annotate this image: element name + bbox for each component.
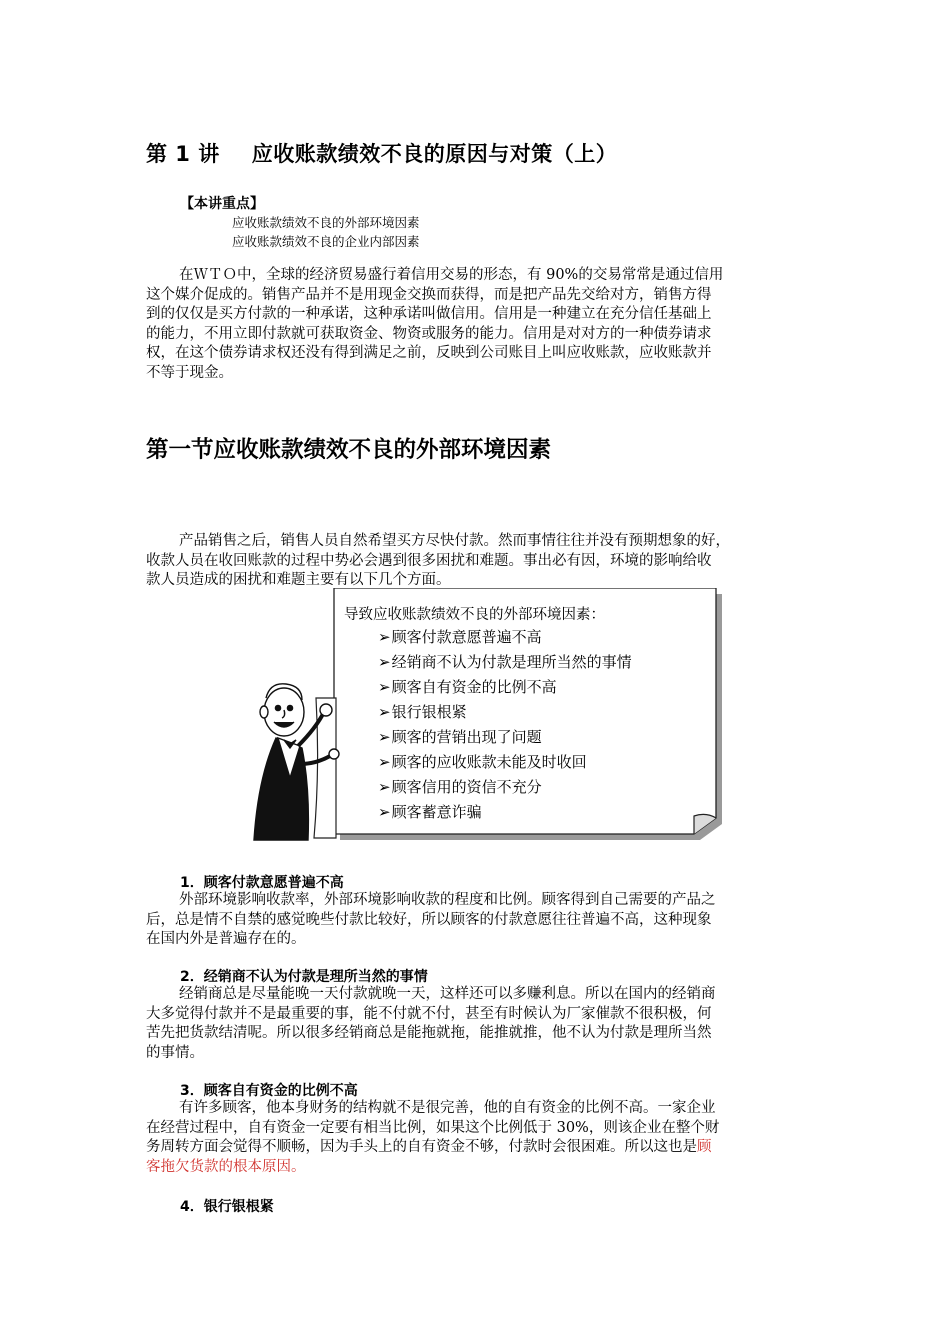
figure-list-item [378, 651, 632, 672]
text-line: 到的仅仅是买方付款的一种承诺，这种承诺叫做信用。信用是一种建立在充分信任基础上 [146, 306, 712, 322]
text-line: 经销商总是尽量能晚一天付款就晚一天，这样还可以多赚利息。所以在国内的经销商 [179, 986, 716, 1002]
text-line: 苦先把货款结清呢。所以很多经销商总是能拖就拖，能推就推，他不认为付款是理所当然 [146, 1025, 712, 1041]
text-line: 的事情。 [146, 1044, 204, 1061]
arrow-bullet-icon: ➢ [378, 628, 391, 646]
text-line: 产品销售之后，销售人员自然希望买方尽快付款。然而事情往往并没有预期想象的好， [179, 533, 730, 549]
text-line: 收款人员在收回账款的过程中势必会遇到很多困扰和难题。事出必有因，环境的影响给收 [146, 552, 712, 569]
arrow-bullet-icon: ➢ [378, 778, 391, 796]
arrow-bullet-icon: ➢ [378, 703, 391, 721]
text-line: 不等于现金。 [146, 364, 233, 381]
figure-item-text: 顾客信用的资信不充分 [391, 778, 542, 796]
lecture-number: 第 1 讲 [146, 142, 220, 166]
text-line: 这个媒介促成的。销售产品并不是用现金交换而获得，而是把产品先交给对方，销售方得 [146, 286, 712, 303]
point-heading: 2．经销商不认为付款是理所当然的事情 [180, 969, 428, 985]
point-heading: 1．顾客付款意愿普遍不高 [180, 875, 344, 891]
figure-list-item [378, 776, 542, 797]
lecture-title-text: 应收账款绩效不良的原因与对策（上） [251, 142, 618, 166]
arrow-bullet-icon: ➢ [378, 678, 391, 696]
text-line: 有许多顾客，他本身财务的结构就不是很完善，他的自有资金的比例不高。一家企业 [179, 1100, 716, 1116]
arrow-bullet-icon: ➢ [378, 753, 391, 771]
point-paragraph [146, 1099, 806, 1177]
figure-item-text: 顾客付款意愿普遍不高 [391, 628, 542, 646]
figure-item-text: 银行银根紧 [391, 703, 467, 721]
point-heading: 4．银行银根紧 [180, 1199, 274, 1215]
text-line: 在国内外是普遍存在的。 [146, 931, 306, 947]
arrow-bullet-icon: ➢ [378, 728, 391, 746]
text-line: 款人员造成的困扰和难题主要有以下几个方面。 [146, 572, 451, 588]
text-line: 在经营过程中，自有资金一定要有相当比例，如果这个比例低于 30%，则该企业在整个财 [146, 1119, 720, 1136]
keypoints-label: 【本讲重点】 [180, 196, 264, 212]
figure-item-text: 顾客蓄意诈骗 [391, 803, 482, 821]
figure-list-item [378, 726, 542, 747]
figure-list-item [378, 801, 482, 822]
text-line: 的能力，不用立即付款就可获取资金、物资或服务的能力。信用是对对方的一种债券请求 [146, 325, 712, 342]
text-line: 后，总是情不自禁的感觉晚些付款比较好，所以顾客的付款意愿往往普遍不高，这种现象 [146, 911, 712, 928]
figure-list-item [378, 751, 587, 772]
point-heading: 3．顾客自有资金的比例不高 [180, 1083, 358, 1099]
arrow-bullet-icon: ➢ [378, 803, 391, 821]
figure-list-item [378, 676, 557, 697]
figure-title: 导致应收账款绩效不良的外部环境因素： [344, 607, 605, 623]
lecture-title [146, 138, 617, 168]
section-intro-paragraph [146, 532, 806, 591]
figure-item-text: 经销商不认为付款是理所当然的事情 [391, 653, 632, 671]
figure-list-item [378, 701, 467, 722]
text-line: 外部环境影响收款率，外部环境影响收款的程度和比例。顾客得到自己需要的产品之 [179, 892, 716, 908]
point-paragraph [146, 891, 806, 950]
highlighted-text: 顾 [697, 1139, 712, 1155]
section-title: 第一节应收账款绩效不良的外部环境因素 [146, 437, 552, 463]
figure-item-text: 顾客自有资金的比例不高 [391, 678, 557, 696]
point-paragraph [146, 985, 806, 1063]
text-line [146, 1138, 806, 1158]
text-line: 大多觉得付款并不是最重要的事，能不付就不付，甚至有时候认为厂家催款不很积极，何 [146, 1005, 712, 1022]
highlighted-text: 客拖欠货款的根本原因。 [146, 1158, 306, 1175]
figure-item-text: 顾客的应收账款未能及时收回 [391, 753, 587, 771]
keypoint-item: 应收账款绩效不良的外部环境因素 [232, 215, 420, 230]
hanging-paper [314, 698, 336, 838]
arrow-bullet-icon: ➢ [378, 653, 391, 671]
keypoint-item: 应收账款绩效不良的企业内部因素 [232, 234, 420, 249]
text-line: 权，在这个债券请求权还没有得到满足之前，反映到公司账目上叫应收账款，应收账款并 [146, 345, 712, 361]
text-segment: 务周转方面会觉得不顺畅，因为手头上的自有资金不够，付款时会很困难。所以这也是 [146, 1139, 697, 1155]
figure-item-text: 顾客的营销出现了问题 [391, 728, 542, 746]
intro-paragraph [146, 266, 806, 383]
figure-list-item [378, 626, 542, 647]
text-line: 在ＷＴＯ中，全球的经济贸易盛行着信用交易的形态，有 90%的交易常常是通过信用 [179, 267, 724, 283]
